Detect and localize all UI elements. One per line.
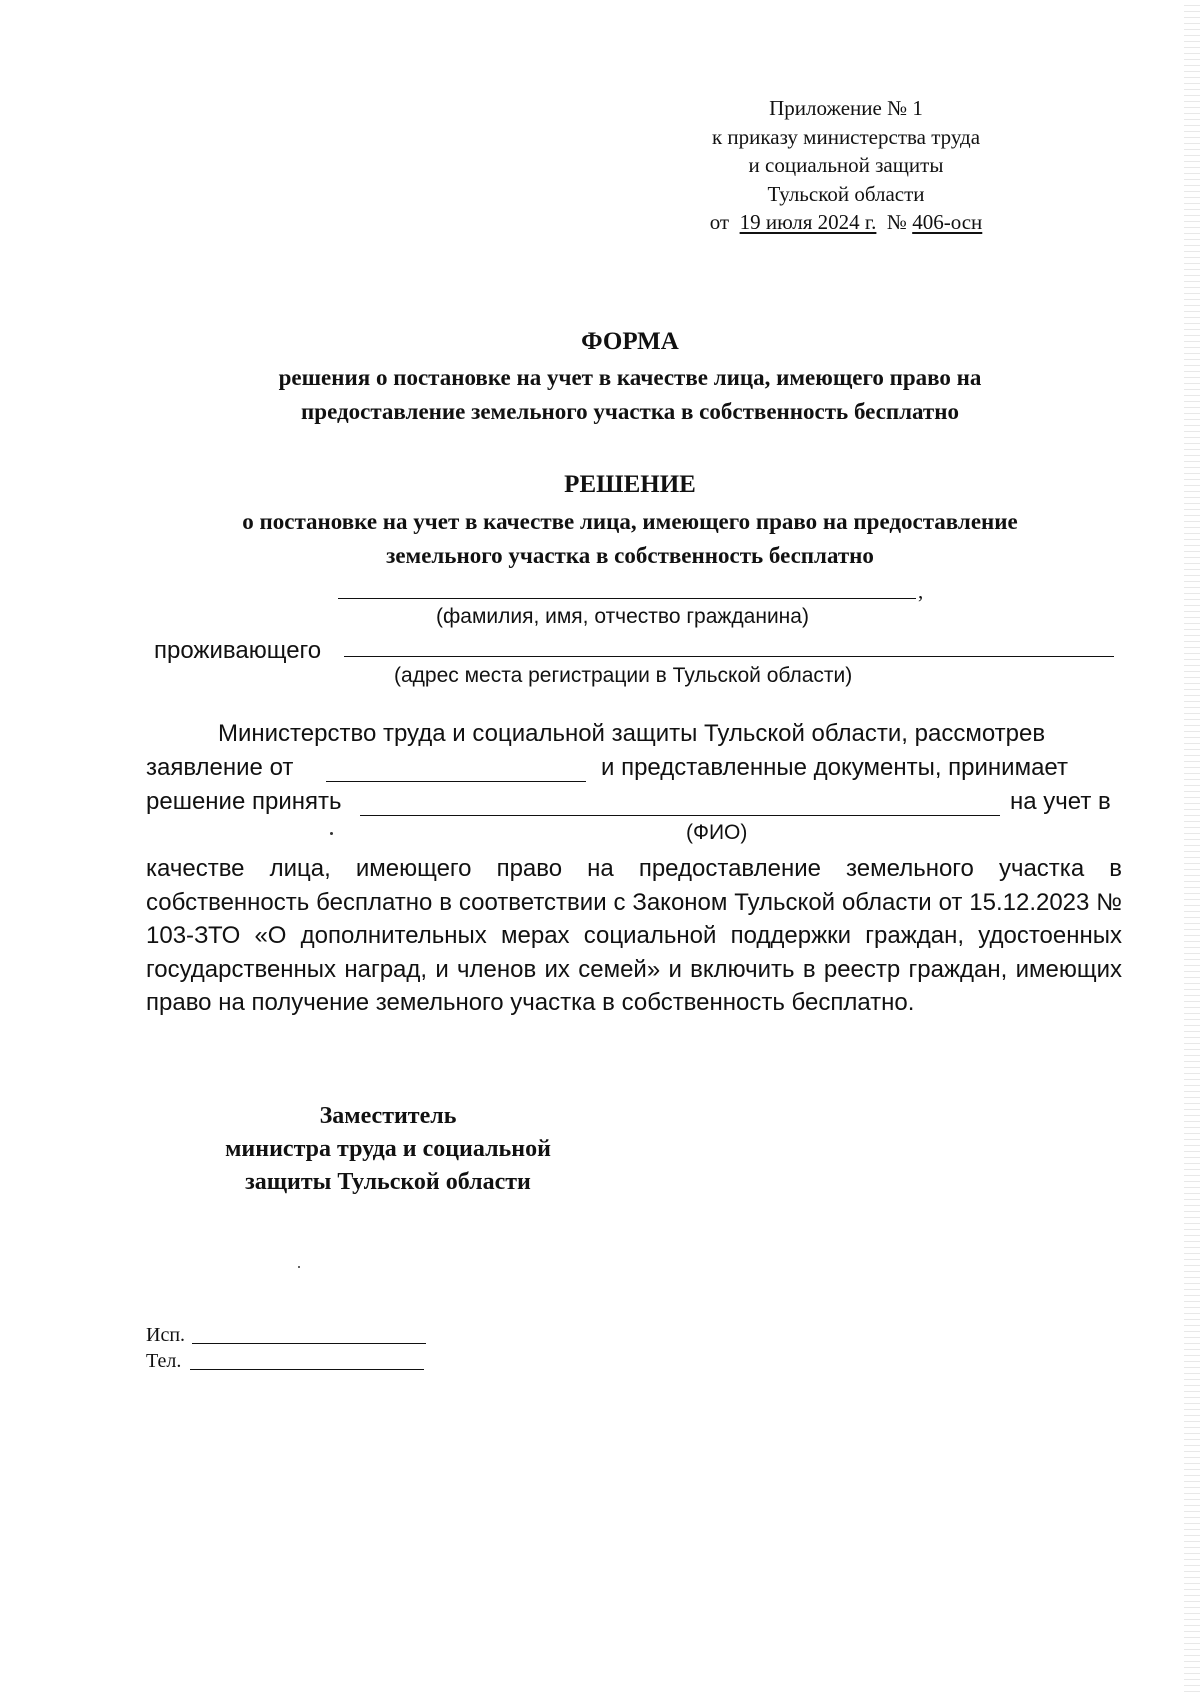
appendix-line-4: Тульской области [767,181,925,206]
appendix-number-prefix: № [886,210,907,234]
residing-label: проживающего [154,637,322,664]
body-line-2-start: заявление от [146,754,294,781]
appendix-line-1: Приложение № 1 [769,96,923,120]
address-fill-line[interactable] [344,656,1114,657]
phone-label: Тел. [146,1350,182,1372]
body-line-2-end: и представленные документы, принимает [601,754,1068,781]
executor-fill-line[interactable] [192,1343,426,1344]
name-trailing-comma: , [918,579,924,603]
scan-speck-2 [298,1266,300,1268]
body-line-3-start: решение принять [146,788,342,815]
appendix-date-prefix: от [709,210,730,234]
name-caption: (фамилия, имя, отчество гражданина) [436,605,809,628]
decision-title: РЕШЕНИЕ [564,471,696,498]
appendix-header [640,94,1052,237]
signature-line-2: министра труда и социальной [225,1136,551,1162]
signature-block [178,1100,598,1199]
decision-subtitle-line-1: о постановке на учет в качестве лица, имеющего право на предоставление [242,509,1018,534]
appendix-date: 19 июля 2024 г. [739,210,877,234]
decision-subtitle [130,505,1130,573]
body-line-1: Министерство труда и социальной защиты Тульской области, рассмотрев [218,720,1046,747]
signature-line-3: защиты Тульской области [245,1169,531,1195]
signature-line-1: Заместитель [319,1103,457,1129]
application-date-fill-line[interactable] [326,781,586,782]
body-paragraph: качестве лица, имеющего право на предоставление земельного участка в собственность бесплатно в соответствии с Законом Тульской области от 15.12.2023 № 103-ЗТО «О дополнительных мерах социальной поддержки граждан, удостоенных государственных наград, и членов их семей» и включить в реестр граждан, имеющих право на получение земельного участка в собственность бесплатно. [146,855,1122,1016]
form-subtitle-line-2: предоставление земельного участка в собственность бесплатно [301,399,959,424]
body-line-3-end: на учет в [1010,788,1111,815]
address-caption: (адрес места регистрации в Тульской области) [394,664,853,687]
scan-edge-artifact [1184,0,1200,1696]
scan-speck [330,832,333,835]
form-subtitle [130,361,1130,429]
appendix-line-3: и социальной защиты [748,153,944,177]
fio-fill-line[interactable] [360,815,1000,816]
fio-caption: (ФИО) [686,821,748,844]
name-fill-line[interactable] [338,598,916,599]
appendix-line-2: к приказу министерства труда [711,124,981,149]
form-subtitle-line-1: решения о постановке на учет в качестве лица, имеющего право на [278,365,982,390]
appendix-number: 406-осн [912,210,983,234]
form-title: ФОРМА [581,328,679,355]
executor-label: Исп. [146,1324,186,1346]
decision-subtitle-line-2: земельного участка в собственность бесплатно [386,543,874,568]
phone-fill-line[interactable] [190,1369,424,1370]
appendix-date-line [640,208,1052,237]
